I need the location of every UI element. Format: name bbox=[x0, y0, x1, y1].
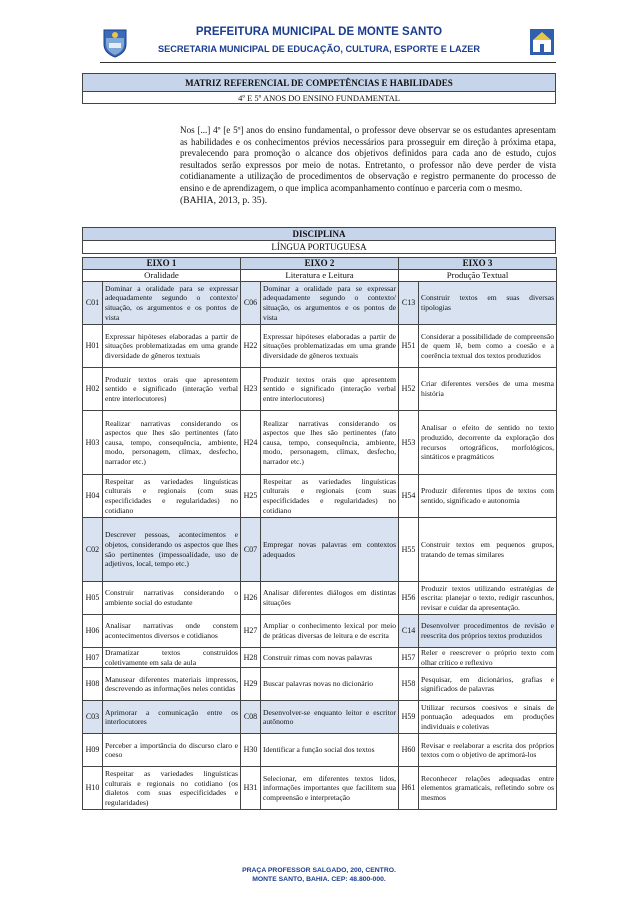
skill-description: Reler e reescrever o próprio texto com olhar crítico e reflexivo bbox=[419, 648, 557, 668]
skill-code: C07 bbox=[241, 518, 261, 582]
skill-description: Dominar a oralidade para se expressar adequadamente segundo o contexto/ situação, os argumentos e os pontos de vista bbox=[261, 282, 399, 325]
skill-code: H05 bbox=[83, 582, 103, 615]
skill-code: C08 bbox=[241, 701, 261, 734]
axis-1-name: Oralidade bbox=[83, 270, 241, 282]
table-row bbox=[83, 582, 557, 615]
skill-code: H57 bbox=[399, 648, 419, 668]
skill-code: C14 bbox=[399, 615, 419, 648]
skill-code: H06 bbox=[83, 615, 103, 648]
skill-code: C06 bbox=[241, 282, 261, 325]
skill-code: H04 bbox=[83, 475, 103, 518]
citation-reference: (BAHIA, 2013, p. 35). bbox=[180, 194, 268, 206]
axis-name-row bbox=[83, 270, 557, 282]
axis-2-title: EIXO 2 bbox=[241, 258, 399, 270]
skill-description: Buscar palavras novas no dicionário bbox=[261, 668, 399, 701]
skill-description: Perceber a importância do discurso claro e coeso bbox=[103, 734, 241, 767]
skill-code: H59 bbox=[399, 701, 419, 734]
skill-code: H25 bbox=[241, 475, 261, 518]
skill-description: Ampliar o conhecimento lexical por meio de práticas diversas de leitura e de escrita bbox=[261, 615, 399, 648]
table-row bbox=[83, 734, 557, 767]
discipline-table bbox=[82, 227, 556, 254]
skill-code: H29 bbox=[241, 668, 261, 701]
skill-code: C13 bbox=[399, 282, 419, 325]
table-row bbox=[83, 668, 557, 701]
skill-code: C03 bbox=[83, 701, 103, 734]
skill-code: H26 bbox=[241, 582, 261, 615]
axis-title-row bbox=[83, 258, 557, 270]
skill-description: Realizar narrativas considerando os aspectos que lhes são pertinentes (fato causa, tempo, consequência, ambiente, modo, personagem, clímax, desfecho, narrador etc.) bbox=[261, 411, 399, 475]
skill-description: Construir textos em suas diversas tipologias bbox=[419, 282, 557, 325]
skill-code: H61 bbox=[399, 767, 419, 810]
skill-description: Produzir diferentes tipos de textos com sentido, significado e autonomia bbox=[419, 475, 557, 518]
skill-code: H27 bbox=[241, 615, 261, 648]
skill-code: H56 bbox=[399, 582, 419, 615]
table-row bbox=[83, 701, 557, 734]
table-row bbox=[83, 615, 557, 648]
skill-code: H53 bbox=[399, 411, 419, 475]
skill-description: Produzir textos orais que apresentem sentido e significado (interação verbal entre interlocutores) bbox=[261, 368, 399, 411]
skill-description: Analisar diferentes diálogos em distintas situações bbox=[261, 582, 399, 615]
skill-description: Construir narrativas considerando o ambiente social do estudante bbox=[103, 582, 241, 615]
matrix-subtitle: 4º E 5º ANOS DO ENSINO FUNDAMENTAL bbox=[83, 92, 556, 104]
table-row bbox=[83, 368, 557, 411]
skill-code: H31 bbox=[241, 767, 261, 810]
table-row bbox=[83, 518, 557, 582]
skill-description: Desenvolver procedimentos de revisão e reescrita dos próprios textos produzidos bbox=[419, 615, 557, 648]
axis-1-title: EIXO 1 bbox=[83, 258, 241, 270]
skill-code: H07 bbox=[83, 648, 103, 668]
header-title: PREFEITURA MUNICIPAL DE MONTE SANTO bbox=[195, 26, 443, 38]
page-header bbox=[0, 20, 638, 62]
table-row bbox=[83, 767, 557, 810]
skill-code: H09 bbox=[83, 734, 103, 767]
skill-code: C02 bbox=[83, 518, 103, 582]
skill-description: Desenvolver-se enquanto leitor e escritor autônomo bbox=[261, 701, 399, 734]
skill-description: Respeitar as variedades linguísticas culturais e regionais (com suas especificidades e regularidades) no cotidiano bbox=[103, 475, 241, 518]
skill-description: Produzir textos utilizando estratégias de escrita: planejar o texto, redigir rascunhos, revisar e cuidar da apresentação. bbox=[419, 582, 557, 615]
skill-code: H58 bbox=[399, 668, 419, 701]
skill-description: Construir textos em pequenos grupos, tratando de temas similares bbox=[419, 518, 557, 582]
skill-description: Criar diferentes versões de uma mesma história bbox=[419, 368, 557, 411]
skill-description: Dominar a oralidade para se expressar adequadamente segundo o contexto/ situação, os argumentos e os pontos de vista bbox=[103, 282, 241, 325]
axis-2-name: Literatura e Leitura bbox=[241, 270, 399, 282]
citation-block bbox=[180, 125, 556, 206]
skill-description: Respeitar as variedades linguísticas culturais e regionais no cotidiano (os dialetos com suas especificidades e regularidades) bbox=[103, 767, 241, 810]
footer-address: PRAÇA PROFESSOR SALGADO, 200, CENTRO. bbox=[242, 867, 396, 874]
skill-description: Revisar e reelaborar a escrita dos próprios textos com o objetivo de aprimorá-los bbox=[419, 734, 557, 767]
education-secretariat-logo-icon bbox=[527, 26, 557, 58]
citation-text: Nos [...] 4º [e 5º] anos do ensino fundamental, o professor deve observar se os estudantes apresentam as habilidades e os conhecimentos prévios necessários para prosseguir em direção à próxima etapa, prevalecendo para promoção o alcance dos objetivos definidos para cada ano de estudo, cujos resultados serão expressos por meio de notas. Entretanto, o professor não deve perder de vista cotidianamente a utilização de procedimentos de observação e registro permanente do processo de ensino e de aprendizagem, o que implica acompanhamento contínuo e parceria com o mesmo. bbox=[180, 125, 556, 193]
header-divider bbox=[100, 62, 556, 63]
skill-code: H24 bbox=[241, 411, 261, 475]
table-row bbox=[83, 325, 557, 368]
matrix-title-table bbox=[82, 73, 556, 104]
skill-code: H54 bbox=[399, 475, 419, 518]
skill-code: C01 bbox=[83, 282, 103, 325]
skill-description: Descrever pessoas, acontecimentos e objetos, considerando os aspectos que lhes são pertinentes (impessoalidade, uso de adjetivos, local, tempo etc.) bbox=[103, 518, 241, 582]
skill-code: H60 bbox=[399, 734, 419, 767]
skill-code: H22 bbox=[241, 325, 261, 368]
skill-code: H02 bbox=[83, 368, 103, 411]
skill-code: H51 bbox=[399, 325, 419, 368]
skill-description: Selecionar, em diferentes textos lidos, informações importantes que facilitem sua compreensão e interpretação bbox=[261, 767, 399, 810]
table-row bbox=[83, 475, 557, 518]
skill-description: Realizar narrativas considerando os aspectos que lhes são pertinentes (fato causa, tempo, consequência, ambiente, modo, personagem, clímax, desfecho, narrador etc.) bbox=[103, 411, 241, 475]
competencies-table bbox=[82, 257, 557, 810]
skill-description: Utilizar recursos coesivos e sinais de pontuação adequados em produções individuais e coletivas bbox=[419, 701, 557, 734]
skill-code: H01 bbox=[83, 325, 103, 368]
skill-code: H30 bbox=[241, 734, 261, 767]
skill-code: H52 bbox=[399, 368, 419, 411]
skill-description: Respeitar as variedades linguísticas culturais e regionais (com suas especificidades e regularidades) no cotidiano bbox=[261, 475, 399, 518]
skill-code: H55 bbox=[399, 518, 419, 582]
skill-description: Identificar a função social dos textos bbox=[261, 734, 399, 767]
header-subtitle: SECRETARIA MUNICIPAL DE EDUCAÇÃO, CULTURA, ESPORTE E LAZER bbox=[157, 44, 481, 54]
skill-code: H10 bbox=[83, 767, 103, 810]
discipline-title: DISCIPLINA bbox=[83, 228, 556, 241]
skill-description: Expressar hipóteses elaboradas a partir de situações problematizadas em uma grande diversidade de gêneros textuais bbox=[261, 325, 399, 368]
skill-description: Expressar hipóteses elaboradas a partir de situações problematizadas em uma grande diversidade de gêneros textuais bbox=[103, 325, 241, 368]
skill-description: Pesquisar, em dicionários, grafias e significados de palavras bbox=[419, 668, 557, 701]
skill-description: Aprimorar a comunicação entre os interlocutores bbox=[103, 701, 241, 734]
page-footer bbox=[0, 866, 638, 884]
skill-description: Manusear diferentes materiais impressos, descrevendo as informações neles contidas bbox=[103, 668, 241, 701]
table-row bbox=[83, 282, 557, 325]
discipline-name: LÍNGUA PORTUGUESA bbox=[83, 241, 556, 254]
skill-description: Produzir textos orais que apresentem sentido e significado (interação verbal entre interlocutores) bbox=[103, 368, 241, 411]
axis-3-name: Produção Textual bbox=[399, 270, 557, 282]
skill-description: Analisar o efeito de sentido no texto produzido, decorrente da exploração dos recursos ortográficos, morfológicos, sintáticos e pragmáticos bbox=[419, 411, 557, 475]
axis-3-title: EIXO 3 bbox=[399, 258, 557, 270]
skill-code: H08 bbox=[83, 668, 103, 701]
skill-description: Analisar narrativas onde constem acontecimentos diversos e cotidianos bbox=[103, 615, 241, 648]
skill-description: Construir rimas com novas palavras bbox=[261, 648, 399, 668]
skill-description: Empregar novas palavras em contextos adequados bbox=[261, 518, 399, 582]
table-row bbox=[83, 411, 557, 475]
skill-description: Reconhecer relações adequadas entre elementos gramaticais, refletindo sobre os mesmos bbox=[419, 767, 557, 810]
skill-code: H23 bbox=[241, 368, 261, 411]
matrix-title: MATRIZ REFERENCIAL DE COMPETÊNCIAS E HABILIDADES bbox=[83, 74, 556, 92]
footer-city: MONTE SANTO, BAHIA. CEP: 48.800-000. bbox=[252, 876, 386, 883]
skill-code: H28 bbox=[241, 648, 261, 668]
table-row bbox=[83, 648, 557, 668]
skill-code: H03 bbox=[83, 411, 103, 475]
skill-description: Considerar a possibilidade de compreensão de quem lê, bem como a coesão e a coerência textual dos textos produzidos bbox=[419, 325, 557, 368]
skill-description: Dramatizar textos construídos coletivamente em sala de aula bbox=[103, 648, 241, 668]
